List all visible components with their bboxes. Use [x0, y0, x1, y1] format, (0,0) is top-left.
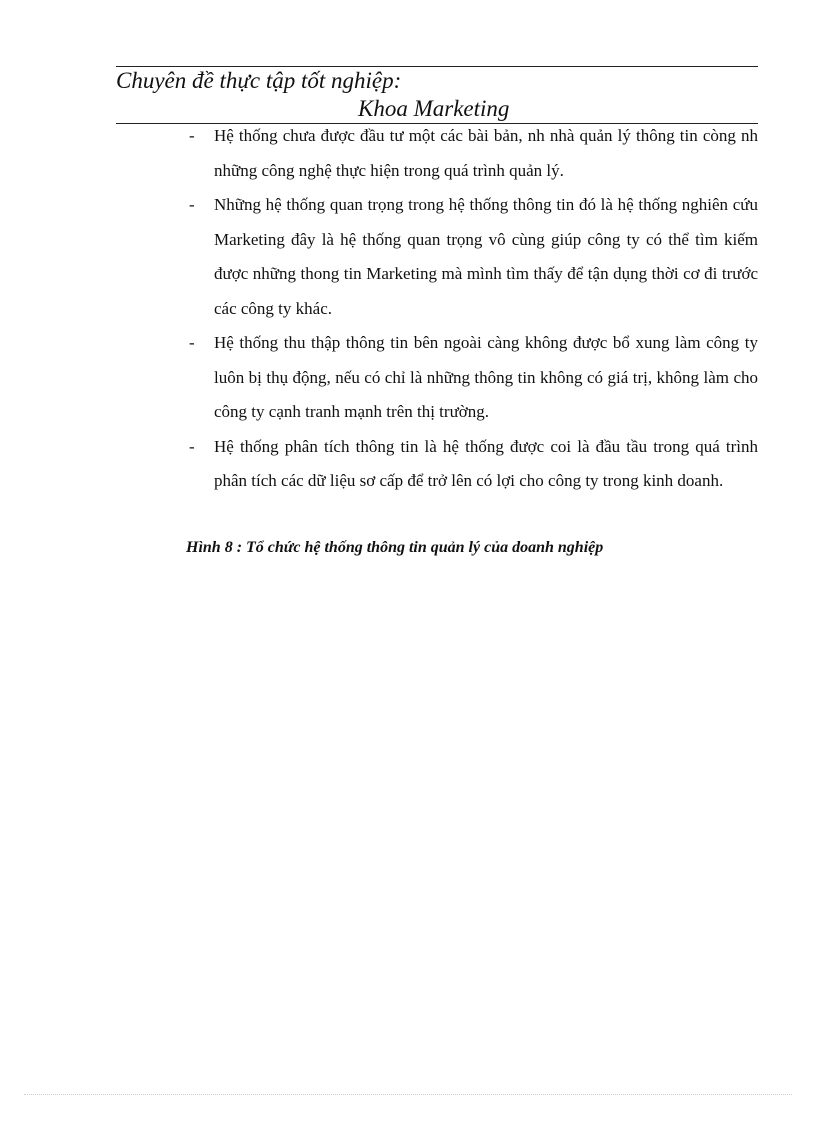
bullet-text: Những hệ thống quan trọng trong hệ thống thông tin đó là hệ thống nghiên cứu Marketing đây là hệ thống quan trọng vô cùng giúp công ty có thể tìm kiếm được những thong tin Marketing mà mình tìm thấy để tận dụng thời cơ đi trước các công ty khác. [214, 195, 758, 318]
bullet-dash: - [189, 436, 195, 456]
page-bottom-rule [24, 1094, 792, 1095]
bullet-text: Hệ thống thu thập thông tin bên ngoài càng không được bổ xung làm công ty luôn bị thụ động, nếu có chỉ là những thông tin không có giá trị, không làm cho công ty cạnh tranh mạnh trên thị trường. [214, 333, 758, 421]
bullet-dash: - [189, 126, 195, 145]
list-item [186, 430, 758, 499]
list-item [186, 326, 758, 430]
bullet-dash: - [189, 333, 195, 352]
figure-caption: Hình 8 : Tổ chức hệ thống thông tin quản lý của doanh nghiệp [186, 539, 604, 556]
list-item [186, 188, 758, 326]
bullet-dash: - [189, 195, 195, 214]
bullet-text: Hệ thống phân tích thông tin là hệ thống được coi là đầu tầu trong quá trình phân tích các dữ liệu sơ cấp để trở lên có lợi cho công ty trong kinh doanh. [214, 436, 758, 490]
bullet-text: Hệ thống chưa được đầu tư một các bài bản, nh nhà quản lý thông tin còng nh những công nghệ thực hiện trong quá trình quản lý. [214, 126, 758, 180]
header-department: Khoa Marketing [358, 96, 510, 121]
list-item [186, 119, 758, 188]
header-title: Chuyên đề thực tập tốt nghiệp: [116, 68, 402, 93]
bullet-list [186, 119, 758, 499]
